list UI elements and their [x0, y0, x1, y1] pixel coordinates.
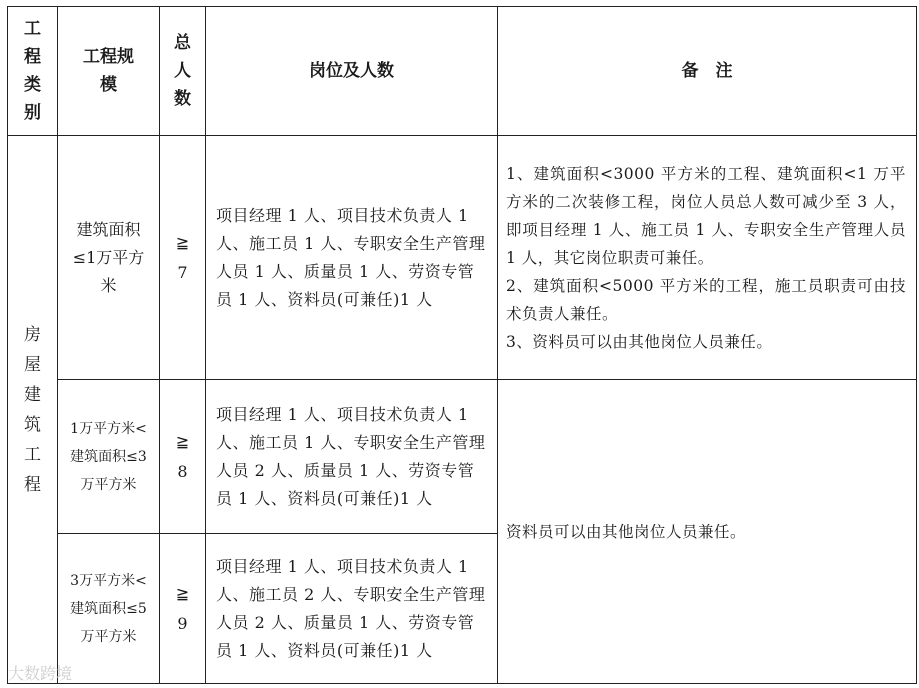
total-cell: ≧9	[160, 534, 206, 684]
header-category: 工程类别	[8, 7, 58, 136]
total-cell: ≧7	[160, 136, 206, 380]
staffing-table	[7, 6, 917, 684]
positions-cell: 项目经理 1 人、项目技术负责人 1 人、施工员 1 人、专职安全生产管理人员 1 人、质量员 1 人、劳资专管员 1 人、资料员(可兼任)1 人	[206, 136, 498, 380]
scale-cell: 1万平方米<建筑面积≤3万平方米	[58, 380, 160, 534]
header-row	[8, 7, 917, 136]
total-cell: ≧8	[160, 380, 206, 534]
header-positions: 岗位及人数	[206, 7, 498, 136]
header-total: 总人数	[160, 7, 206, 136]
header-remarks: 备 注	[498, 7, 917, 136]
category-cell: 房屋建筑工程	[8, 136, 58, 684]
remark-item: 2、建筑面积<5000 平方米的工程，施工员职责可由技术负责人兼任。	[506, 276, 906, 323]
remark-item: 3、资料员可以由其他岗位人员兼任。	[506, 332, 773, 351]
positions-cell: 项目经理 1 人、项目技术负责人 1 人、施工员 2 人、专职安全生产管理人员 2 人、质量员 1 人、劳资专管员 1 人、资料员(可兼任)1 人	[206, 534, 498, 684]
table-row	[8, 380, 917, 534]
positions-cell: 项目经理 1 人、项目技术负责人 1 人、施工员 1 人、专职安全生产管理人员 2 人、质量员 1 人、劳资专管员 1 人、资料员(可兼任)1 人	[206, 380, 498, 534]
scale-cell: 建筑面积≤1万平方米	[58, 136, 160, 380]
remarks-cell	[498, 136, 917, 380]
remark-item: 1、建筑面积<3000 平方米的工程、建筑面积<1 万平方米的二次装修工程，岗位人员总人数可减少至 3 人，即项目经理 1 人、施工员 1 人、专职安全生产管理人员 1 人，其它岗位职责可兼任。	[506, 164, 906, 267]
table-row	[8, 136, 917, 380]
scale-cell: 3万平方米<建筑面积≤5万平方米	[58, 534, 160, 684]
header-scale: 工程规模	[58, 7, 160, 136]
remarks-cell: 资料员可以由其他岗位人员兼任。	[498, 380, 917, 684]
watermark: 大数跨境	[8, 664, 73, 683]
